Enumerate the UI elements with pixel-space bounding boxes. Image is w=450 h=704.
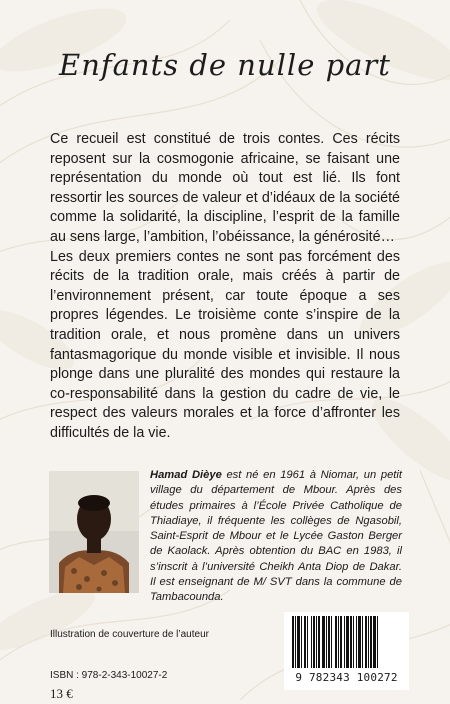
book-title: Enfants de nulle part — [59, 48, 391, 82]
barcode-bar — [322, 616, 325, 668]
barcode-bar — [358, 616, 361, 668]
barcode-bar — [316, 616, 317, 668]
barcode-bar — [307, 616, 308, 668]
summary-paragraph-2: Les deux premiers contes ne sont pas forcément des récits de la tradition orale, mais créés à partir de l’environnement présent, car toute époque a ses propres légendes. Le troisième conte s’inspire de la tradition orale, et nous promène dans un univers fantasmagorique du monde visible et invisible. Il nous plonge dans une pluralité des mondes qui restaure la co-responsabilité dans la gestion du cadre de vie, le respect des valeurs morales et la force d’affronter les difficultés de la vie. — [50, 248, 400, 441]
barcode-bar — [304, 616, 306, 668]
barcode-bar — [295, 616, 296, 668]
author-biography — [150, 468, 402, 606]
barcode-bar — [335, 616, 337, 668]
barcode-bar — [370, 616, 372, 668]
barcode-bar — [311, 616, 312, 668]
barcode-bar — [368, 616, 369, 668]
barcode-bar — [301, 616, 302, 668]
back-cover-summary — [50, 130, 400, 444]
barcode-bar — [353, 616, 354, 668]
barcode-bar — [346, 616, 349, 668]
author-photo — [49, 471, 139, 593]
barcode-bar — [362, 616, 363, 668]
barcode-bar — [318, 616, 320, 668]
author-bio-text: est né en 1961 à Niomar, un petit village du département de Mbour. Après des études primaires à l’École Privée Catholique de Thiadiaye, il fréquente les collèges de Ngasobil, Saint-Esprit de Mbour et le Lycée Gaston Berger de Kaolack. Après obtention du BAC en 1983, il s’inscrit à l’université Cheikh Anta Diop de Dakar. Il est enseignant de M/ SVT dans la commune de Tambacounda. — [150, 469, 402, 604]
barcode-bar — [292, 616, 294, 668]
barcode-bar — [328, 616, 330, 668]
barcode-bar — [331, 616, 332, 668]
isbn: ISBN : 978-2-343-10027-2 — [50, 670, 168, 681]
barcode-bar — [313, 616, 315, 668]
barcode-bar — [326, 616, 327, 668]
price: 13 € — [50, 686, 73, 701]
illustration-credit: Illustration de couverture de l’auteur — [50, 629, 209, 640]
barcode-bar — [365, 616, 367, 668]
barcode-bar — [344, 616, 345, 668]
barcode-bar — [373, 616, 376, 668]
barcode-bar — [350, 616, 352, 668]
barcode-digits: 9 782343 100272 — [295, 671, 398, 684]
author-name: Hamad Dièye — [150, 469, 222, 481]
summary-paragraph-1: Ce recueil est constitué de trois contes. Ces récits reposent sur la cosmogonie africaine, se faisant une représentation du monde où tout est lié. Ils font ressortir les sources de valeur et d’idéaux de la société comme la solidarité, la discipline, l’esprit de la famille au sens large, l’ambition, l’obéissance, la générosité… — [50, 131, 400, 245]
barcode-bar — [340, 616, 342, 668]
barcode-bar — [297, 616, 300, 668]
barcode-bar — [356, 616, 357, 668]
barcode-bar — [377, 616, 378, 668]
barcode-bar — [338, 616, 339, 668]
